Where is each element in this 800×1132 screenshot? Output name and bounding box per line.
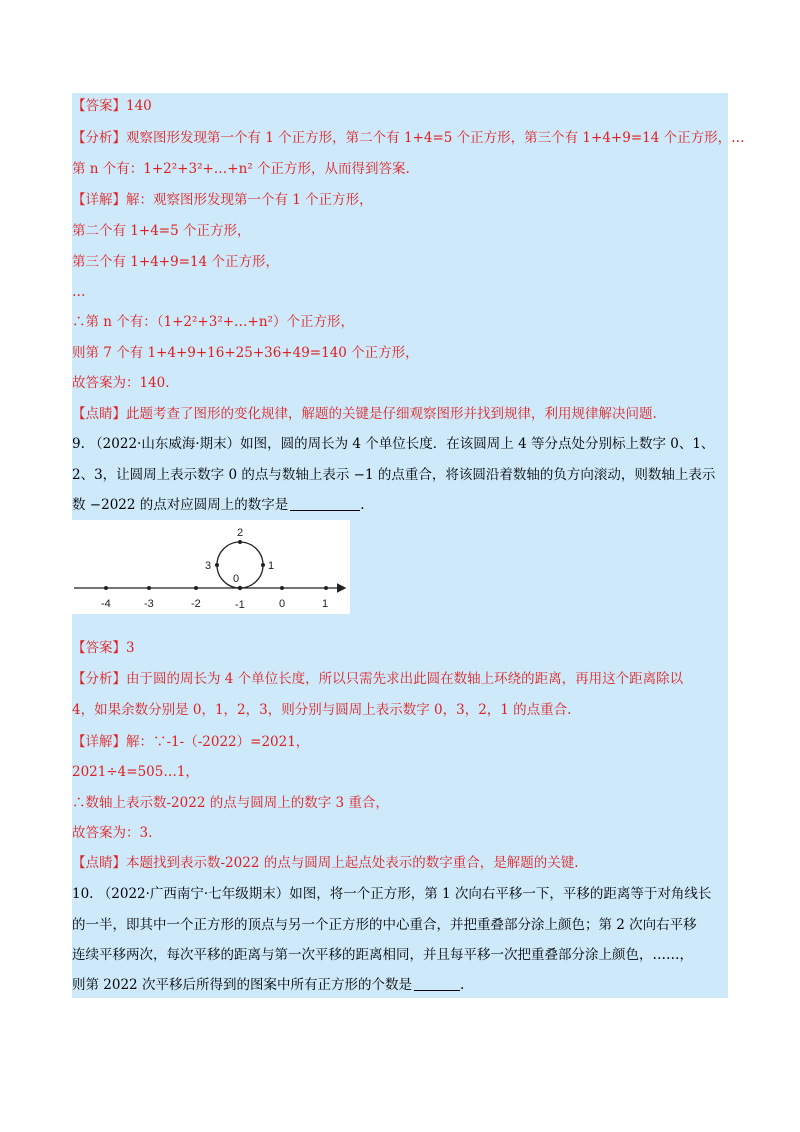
detail-text: 解：观察图形发现第一个有 1 个正方形， [126, 192, 373, 208]
tick-dot-0 [280, 586, 284, 590]
detail-tag: 【详解】 [72, 192, 126, 208]
circle-label-3: 3 [205, 560, 212, 572]
q9-stem-text: 数 −2022 的点对应圆周上的数字是 [72, 497, 289, 513]
q10-stem-end: . [459, 977, 465, 993]
q10-stem-line-4 [72, 975, 464, 995]
q8-detail-line-2: 第二个有 1+4=5 个正方形， [72, 223, 251, 239]
tick-label-1: 1 [322, 598, 329, 610]
tick-label-neg1: -1 [235, 599, 245, 611]
answer-value: 140 [126, 98, 152, 114]
q8-detail-line-4: … [72, 284, 86, 300]
comment-tag: 【点睛】 [72, 855, 126, 871]
tick-label-neg3: -3 [144, 598, 154, 610]
circle-point-2 [238, 540, 242, 544]
q10-stem-line-3: 连续平移两次，每次平移的距离与第一次平移的距离相同，并且每平移一次把重叠部分涂上颜色，……， [72, 947, 693, 963]
q8-detail-line-7: 故答案为：140. [72, 375, 170, 391]
q10-stem-line-2: 的一半，即其中一个正方形的顶点与另一个正方形的中心重合，并把重叠部分涂上颜色；第 2 次向右平移 [72, 917, 697, 933]
q9-stem-line-3 [72, 495, 365, 515]
q8-detail-line-3: 第三个有 1+4+9=14 个正方形， [72, 254, 279, 270]
q8-comment-line [72, 404, 657, 424]
comment-text: 此题考查了图形的变化规律，解题的关键是仔细观察图形并找到规律，利用规律解决问题. [126, 406, 657, 422]
analysis-text: 观察图形发现第一个有 1 个正方形，第二个有 1+4=5 个正方形，第三个有 1+4+9=14 个正方形，… [126, 130, 745, 146]
answer-value: 3 [126, 640, 135, 656]
answer-blank [414, 976, 460, 991]
tick-dot-1 [324, 586, 328, 590]
q9-stem-line-1: 9. （2022·山东威海·期末）如图，圆的周长为 4 个单位长度．在该圆周上 4 等分点处分别标上数字 0、1、 [72, 436, 715, 452]
circle-point-3 [215, 563, 219, 567]
q8-answer-line [72, 96, 152, 116]
tick-dot-neg1 [238, 586, 242, 590]
q10-stem-line-1: 10. （2022·广西南宁·七年级期末）如图，将一个正方形，第 1 次向右平移一下，平移的距离等于对角线长 [72, 886, 712, 902]
detail-text: 解：∵-1-（-2022）=2021， [126, 734, 310, 750]
q9-detail-line-1 [72, 732, 309, 752]
comment-text: 本题找到表示数-2022 的点与圆周上起点处表示的数字重合，是解题的关键. [126, 855, 579, 871]
q10-stem-text: 则第 2022 次平移后所得到的图案中所有正方形的个数是 [72, 977, 412, 993]
tick-label-neg4: -4 [101, 598, 111, 610]
q9-answer-line [72, 638, 135, 658]
answer-tag: 【答案】 [72, 640, 126, 656]
tick-dot-neg3 [147, 586, 151, 590]
answer-blank [290, 496, 360, 511]
q9-analysis-line-2: 4，如果余数分别是 0，1，2，3，则分别与圆周上表示数字 0，3，2，1 的点重合. [72, 702, 572, 718]
q8-analysis-line-1 [72, 128, 745, 148]
q9-detail-line-4: 故答案为：3. [72, 825, 153, 841]
q9-analysis-line-1 [72, 669, 683, 689]
circle-label-0: 0 [233, 573, 240, 585]
q8-detail-line-5: ∴第 n 个有：（1+2²+3²+…+n²）个正方形， [72, 314, 354, 330]
tick-dot-neg2 [194, 586, 198, 590]
q9-stem-end: . [360, 497, 365, 513]
detail-tag: 【详解】 [72, 734, 126, 750]
q9-detail-line-3: ∴数轴上表示数-2022 的点与圆周上的数字 3 重合， [72, 795, 389, 811]
q8-detail-line-6: 则第 7 个有 1+4+9+16+25+36+49=140 个正方形， [72, 345, 419, 361]
q9-comment-line [72, 853, 579, 873]
tick-dot-neg4 [104, 586, 108, 590]
q8-analysis-line-2: 第 n 个有：1+2²+3²+…+n² 个正方形，从而得到答案. [72, 161, 410, 177]
answer-tag: 【答案】 [72, 98, 126, 114]
q8-detail-line-1 [72, 190, 373, 210]
figure-svg [72, 520, 350, 614]
circle-point-1 [261, 563, 265, 567]
q9-stem-line-2: 2、3，让圆周上表示数字 0 的点与数轴上表示 −1 的点重合，将该圆沿着数轴的负方向滚动，则数轴上表示 [72, 467, 716, 483]
analysis-tag: 【分析】 [72, 130, 126, 146]
circle-label-2: 2 [237, 527, 244, 539]
number-line-circle-figure [72, 520, 350, 614]
circle-label-1: 1 [268, 560, 275, 572]
tick-label-neg2: -2 [191, 598, 201, 610]
analysis-tag: 【分析】 [72, 671, 126, 687]
comment-tag: 【点睛】 [72, 406, 126, 422]
q9-detail-line-2: 2021÷4=505…1， [72, 764, 199, 780]
tick-label-0: 0 [279, 598, 286, 610]
analysis-text: 由于圆的周长为 4 个单位长度，所以只需先求出此圆在数轴上环绕的距离，再用这个距离除以 [126, 671, 684, 687]
rolling-circle [217, 542, 263, 588]
